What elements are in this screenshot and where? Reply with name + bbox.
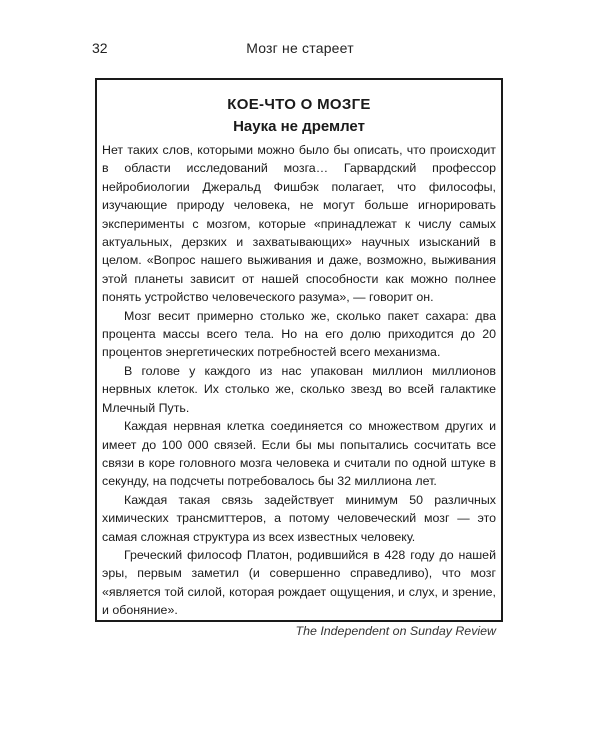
- paragraph: Каждая такая связь задействует минимум 50 различных химических трансмиттеров, а потому человеческий мозг — это самая сложная структура из всех известных человеку.: [102, 492, 496, 544]
- paragraph: Нет таких слов, которыми можно было бы описать, что происходит в области исследований мозга… Гарвардский профессор нейробиологии Джеральд Фишбэк полагает, что философы, изучающие природу человека, не могут больше игнорировать эксперименты с мозгом, которые «принадлежат к числу самых актуальных, дерзких и захватывающих» научных изысканий в целом. «Вопрос нашего выживания и даже, возможно, выживания этой планеты зависит от нашей способности как можно полнее понять устройство человеческого разума», — говорит он.: [102, 143, 496, 305]
- page-number: 32: [92, 40, 108, 56]
- source-attribution: The Independent on Sunday Review: [295, 623, 496, 638]
- paragraph: Мозг весит примерно столько же, сколько пакет сахара: два процента массы всего тела. Но на его долю приходится до 20 процентов энергетических потребностей всего механизма.: [102, 308, 496, 360]
- book-title: Мозг не стареет: [246, 40, 354, 56]
- paragraph: Каждая нервная клетка соединяется со множеством других и имеет до 100 000 связей. Если бы мы попытались сосчитать все связи в коре головного мозга человека и считали по одной штуке в секунду, на подсчеты потребовалось бы 32 миллиона лет.: [102, 419, 496, 489]
- box-title: КОЕ-ЧТО О МОЗГЕ: [227, 96, 371, 113]
- sidebar-box-content: [102, 95, 496, 640]
- box-subtitle: Наука не дремлет: [233, 118, 365, 135]
- paragraph: Греческий философ Платон, родившийся в 428 году до нашей эры, первым заметил (и совершенно справедливо), что мозг «является той силой, которая рождает ощущения, и слух, и зрение, и обоняние».: [102, 547, 496, 618]
- paragraph: В голове у каждого из нас упакован миллион миллионов нервных клеток. Их столько же, сколько звезд во всей галактике Млечный Путь.: [102, 363, 496, 415]
